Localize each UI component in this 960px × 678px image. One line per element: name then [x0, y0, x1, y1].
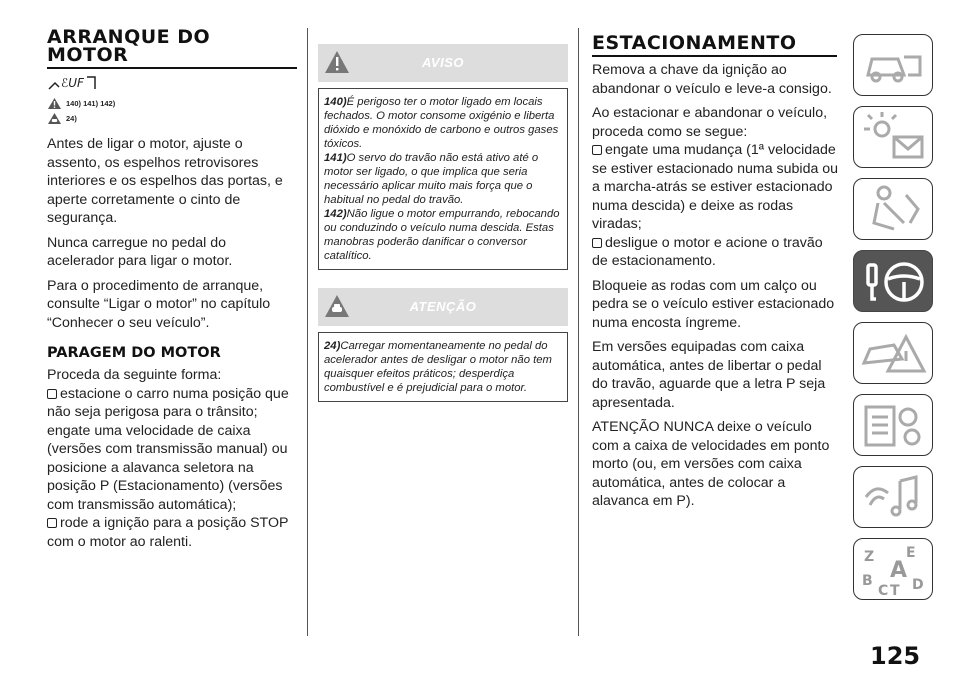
paragraph: Antes de ligar o motor, ajuste o assento, os espelhos retrovisores interiores e os espelhos das portas, e aperte corretamente o cinto de segurança.: [47, 136, 283, 226]
paragraph: Nunca carregue no pedal do acelerador para ligar o motor.: [47, 234, 233, 269]
checkbox-bullet-icon: [592, 238, 602, 248]
seat-airbag-icon: [854, 179, 934, 241]
tab-multimedia[interactable]: [853, 466, 933, 528]
page-number: 125: [870, 642, 921, 670]
caution-refs: 24): [47, 112, 297, 125]
caution-header: ATENÇÃO: [318, 288, 568, 326]
steering-key-icon: [854, 251, 934, 313]
index-letter: T: [890, 583, 900, 599]
paragraph: Remova a chave da ignição ao abandonar o veículo e leve-a consigo.: [592, 62, 832, 97]
chapter-sidebar: [853, 34, 939, 610]
column-right: [592, 28, 840, 517]
column-left: [47, 28, 297, 557]
multimedia-icon: [854, 467, 934, 529]
column-divider: [578, 28, 579, 636]
tab-dashboard[interactable]: [853, 34, 933, 96]
svg-text:ℰUF: ℰUF: [61, 76, 84, 90]
warning-box: [318, 88, 568, 270]
warning-item: 140)É perigoso ter o motor ligado em locais fechados. O motor consome oxigénio e liberta dióxido e monóxido de carbono e outros gases tóxicos.: [324, 96, 559, 150]
caution-item: 24)Carregar momentaneamente no pedal do acelerador antes de desligar o motor não tem quaisquer efeitos práticos; desperdiça combustível e é prejudicial para o motor.: [324, 340, 552, 394]
index-letter: B: [862, 573, 873, 589]
index-letter: E: [906, 545, 916, 561]
paragraph: Proceda da seguinte forma:: [47, 367, 222, 383]
tab-maintenance[interactable]: [853, 394, 933, 456]
index-letter: Z: [864, 549, 875, 565]
index-letter: A: [890, 558, 908, 583]
paragraph: Para o procedimento de arranque, consulte “Ligar o motor” no capítulo “Conhecer o seu veículo”.: [47, 277, 271, 331]
tab-index[interactable]: [853, 538, 933, 600]
index-letters-icon: [854, 539, 934, 601]
subsection-title: PARAGEM DO MOTOR: [47, 345, 221, 361]
lights-mail-icon: [854, 107, 934, 169]
tab-lights[interactable]: [853, 106, 933, 168]
index-letter: C: [878, 583, 889, 599]
tab-starting-driving[interactable]: [853, 250, 933, 312]
paragraph: ATENÇÃO NUNCA deixe o veículo com a caixa de velocidades em ponto morto (ou, em versões com caixa automática, antes de colocar a alavanca em P).: [592, 419, 830, 509]
warning-refs: 140) 141) 142): [47, 97, 297, 110]
warning-item: 141)O servo do travão não está ativo até o motor ser ligado, o que implica que seria necessário aplicar muito mais força que o habitual no pedal do travão.: [324, 152, 539, 206]
warning-item: 142)Não ligue o motor empurrando, rebocando ou conduzindo o veículo numa descida. Estas manobras poderão danificar o conversor catalítico.: [324, 208, 560, 262]
paragraph: Bloqueie as rodas com um calço ou pedra se o veículo estiver estacionado numa encosta íngreme.: [592, 277, 835, 331]
checkbox-bullet-icon: [592, 145, 602, 155]
column-divider: [307, 28, 308, 636]
checkbox-bullet-icon: [47, 389, 57, 399]
warning-header: AVISO: [318, 44, 568, 82]
list-item: engate uma mudança (1ª velocidade se estiver estacionado numa subida ou a marcha-atrás se estiver estacionado numa descida) e deixe as rodas viradas;: [592, 142, 839, 232]
section-title: ESTACIONAMENTO: [592, 32, 797, 54]
title-rule: [47, 67, 297, 69]
paragraph: Ao estacionar e abandonar o veículo, proceda como se segue:: [592, 105, 828, 140]
column-middle: [318, 44, 568, 402]
list-item: desligue o motor e acione o travão de estacionamento.: [592, 234, 823, 269]
caution-car-icon: [47, 112, 62, 125]
tab-emergency[interactable]: [853, 322, 933, 384]
index-letter: D: [912, 577, 924, 593]
tab-safety[interactable]: [853, 178, 933, 240]
maintenance-gears-icon: [854, 395, 934, 457]
emergency-car-icon: [854, 323, 934, 385]
smart-fuel-icon: [47, 73, 297, 93]
title-rule: [592, 55, 837, 57]
checkbox-bullet-icon: [47, 518, 57, 528]
list-item: estacione o carro numa posição que não seja perigosa para o trânsito; engate uma velocidade de caixa (versões com transmissão manual) ou posicione a alavanca seletora na posição P (Estacionamento) (versões com transmissão automática);: [47, 385, 289, 513]
warning-triangle-icon: [47, 97, 62, 110]
list-item: rode a ignição para a posição STOP com o motor ao ralenti.: [47, 515, 289, 550]
section-title: ARRANQUE DO MOTOR: [47, 26, 211, 66]
paragraph: Em versões equipadas com caixa automática, antes de libertar o pedal do travão, aguarde que a letra P seja apresentada.: [592, 339, 826, 411]
car-dashboard-icon: [854, 35, 934, 97]
caution-box: [318, 332, 568, 402]
